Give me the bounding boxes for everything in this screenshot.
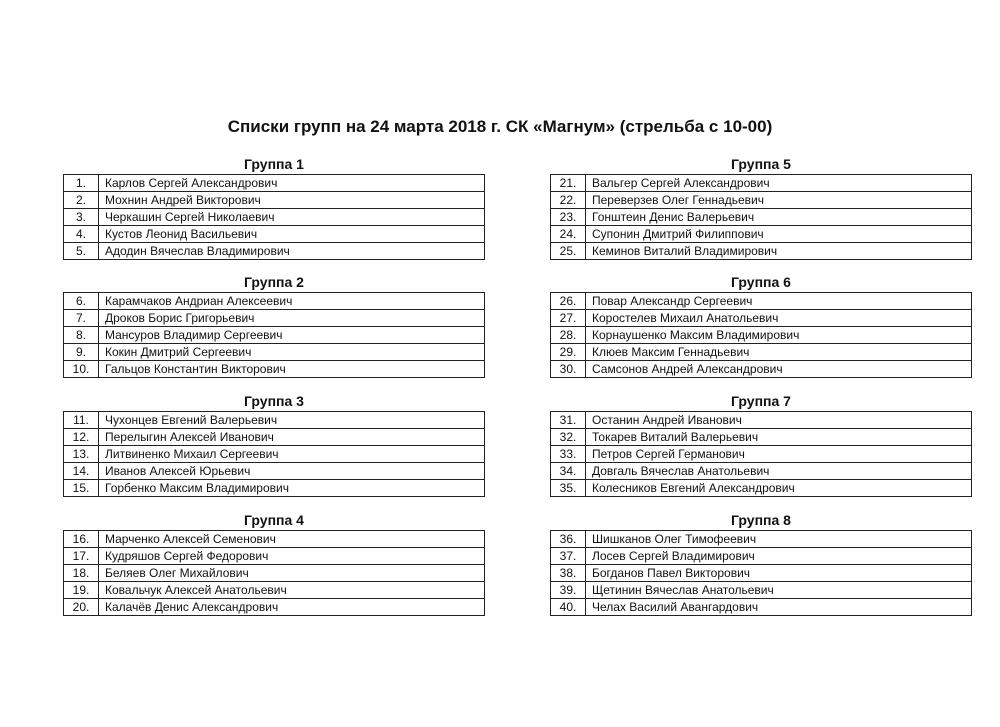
table-row: [551, 565, 972, 582]
row-number: 27.: [551, 310, 586, 327]
row-number: 37.: [551, 548, 586, 565]
row-number: 14.: [64, 463, 99, 480]
table-row: [551, 293, 972, 310]
row-number: 12.: [64, 429, 99, 446]
table-row: [64, 446, 485, 463]
row-number: 13.: [64, 446, 99, 463]
participant-name: Супонин Дмитрий Филиппович: [586, 226, 972, 243]
row-number: 5.: [64, 243, 99, 260]
table-row: [64, 344, 485, 361]
table-row: [551, 209, 972, 226]
table-row: [551, 599, 972, 616]
participant-name: Калачёв Денис Александрович: [99, 599, 485, 616]
group-5: [550, 154, 972, 260]
participant-name: Кокин Дмитрий Сергеевич: [99, 344, 485, 361]
group-title: Группа 6: [731, 274, 791, 290]
group-8: [550, 510, 972, 616]
participant-name: Перелыгин Алексей Иванович: [99, 429, 485, 446]
row-number: 40.: [551, 599, 586, 616]
table-row: [551, 429, 972, 446]
table-row: [64, 293, 485, 310]
table-row: [64, 582, 485, 599]
group-1: [63, 154, 485, 260]
participant-name: Клюев Максим Геннадьевич: [586, 344, 972, 361]
table-row: [64, 531, 485, 548]
page-title: Списки групп на 24 марта 2018 г. СК «Магнум» (стрельба с 10-00): [227, 117, 773, 136]
row-number: 36.: [551, 531, 586, 548]
participant-name: Токарев Виталий Валерьевич: [586, 429, 972, 446]
table-row: [64, 480, 485, 497]
participant-name: Петров Сергей Германович: [586, 446, 972, 463]
group-table: [63, 411, 485, 497]
row-number: 1.: [64, 175, 99, 192]
participant-name: Богданов Павел Викторович: [586, 565, 972, 582]
participant-name: Корнаушенко Максим Владимирович: [586, 327, 972, 344]
row-number: 28.: [551, 327, 586, 344]
group-table: [550, 530, 972, 616]
group-table: [63, 292, 485, 378]
row-number: 25.: [551, 243, 586, 260]
participant-name: Переверзев Олег Геннадьевич: [586, 192, 972, 209]
row-number: 30.: [551, 361, 586, 378]
group-title: Группа 4: [244, 512, 304, 528]
table-row: [551, 175, 972, 192]
group-table: [550, 411, 972, 497]
participant-name: Марченко Алексей Семенович: [99, 531, 485, 548]
table-row: [64, 327, 485, 344]
table-row: [551, 582, 972, 599]
row-number: 10.: [64, 361, 99, 378]
table-row: [551, 412, 972, 429]
participant-name: Иванов Алексей Юрьевич: [99, 463, 485, 480]
table-row: [551, 361, 972, 378]
row-number: 3.: [64, 209, 99, 226]
row-number: 20.: [64, 599, 99, 616]
table-row: [551, 463, 972, 480]
participant-name: Карамчаков Андриан Алексеевич: [99, 293, 485, 310]
participant-name: Кеминов Виталий Владимирович: [586, 243, 972, 260]
row-number: 17.: [64, 548, 99, 565]
row-number: 7.: [64, 310, 99, 327]
row-number: 9.: [64, 344, 99, 361]
table-row: [64, 192, 485, 209]
participant-name: Щетинин Вячеслав Анатольевич: [586, 582, 972, 599]
participant-name: Лосев Сергей Владимирович: [586, 548, 972, 565]
table-row: [64, 209, 485, 226]
participant-name: Беляев Олег Михайлович: [99, 565, 485, 582]
participant-name: Горбенко Максим Владимирович: [99, 480, 485, 497]
row-number: 8.: [64, 327, 99, 344]
row-number: 23.: [551, 209, 586, 226]
table-row: [551, 243, 972, 260]
row-number: 24.: [551, 226, 586, 243]
row-number: 33.: [551, 446, 586, 463]
row-number: 34.: [551, 463, 586, 480]
table-row: [64, 226, 485, 243]
row-number: 6.: [64, 293, 99, 310]
row-number: 18.: [64, 565, 99, 582]
table-row: [64, 412, 485, 429]
table-row: [64, 548, 485, 565]
group-3: [63, 391, 485, 497]
participant-name: Останин Андрей Иванович: [586, 412, 972, 429]
table-row: [64, 175, 485, 192]
participant-name: Челах Василий Авангардович: [586, 599, 972, 616]
table-row: [64, 599, 485, 616]
participant-name: Гальцов Константин Викторович: [99, 361, 485, 378]
table-row: [64, 243, 485, 260]
table-row: [64, 565, 485, 582]
participant-name: Вальгер Сергей Александрович: [586, 175, 972, 192]
participant-name: Кустов Леонид Васильевич: [99, 226, 485, 243]
participant-name: Самсонов Андрей Александрович: [586, 361, 972, 378]
row-number: 29.: [551, 344, 586, 361]
participant-name: Коростелев Михаил Анатольевич: [586, 310, 972, 327]
participant-name: Шишканов Олег Тимофеевич: [586, 531, 972, 548]
row-number: 16.: [64, 531, 99, 548]
participant-name: Мохнин Андрей Викторович: [99, 192, 485, 209]
table-row: [551, 480, 972, 497]
participant-name: Повар Александр Сергеевич: [586, 293, 972, 310]
row-number: 21.: [551, 175, 586, 192]
table-row: [551, 310, 972, 327]
participant-name: Довгаль Вячеслав Анатольевич: [586, 463, 972, 480]
participant-name: Ковальчук Алексей Анатольевич: [99, 582, 485, 599]
group-title: Группа 8: [731, 512, 791, 528]
table-row: [551, 531, 972, 548]
table-row: [551, 446, 972, 463]
group-4: [63, 510, 485, 616]
row-number: 2.: [64, 192, 99, 209]
row-number: 4.: [64, 226, 99, 243]
group-table: [63, 174, 485, 260]
participant-name: Адодин Вячеслав Владимирович: [99, 243, 485, 260]
participant-name: Чухонцев Евгений Валерьевич: [99, 412, 485, 429]
group-table: [550, 174, 972, 260]
row-number: 19.: [64, 582, 99, 599]
row-number: 35.: [551, 480, 586, 497]
group-6: [550, 272, 972, 378]
table-row: [551, 548, 972, 565]
group-title: Группа 7: [731, 393, 791, 409]
group-title: Группа 3: [244, 393, 304, 409]
table-row: [64, 429, 485, 446]
group-title: Группа 2: [244, 274, 304, 290]
row-number: 31.: [551, 412, 586, 429]
group-2: [63, 272, 485, 378]
group-title: Группа 1: [244, 156, 304, 172]
row-number: 26.: [551, 293, 586, 310]
row-number: 39.: [551, 582, 586, 599]
participant-name: Дроков Борис Григорьевич: [99, 310, 485, 327]
group-7: [550, 391, 972, 497]
row-number: 11.: [64, 412, 99, 429]
row-number: 15.: [64, 480, 99, 497]
table-row: [64, 361, 485, 378]
group-title: Группа 5: [731, 156, 791, 172]
participant-name: Кудряшов Сергей Федорович: [99, 548, 485, 565]
table-row: [551, 192, 972, 209]
participant-name: Литвиненко Михаил Сергеевич: [99, 446, 485, 463]
group-table: [63, 530, 485, 616]
group-table: [550, 292, 972, 378]
table-row: [64, 463, 485, 480]
row-number: 38.: [551, 565, 586, 582]
participant-name: Черкашин Сергей Николаевич: [99, 209, 485, 226]
participant-name: Гонштеин Денис Валерьевич: [586, 209, 972, 226]
participant-name: Мансуров Владимир Сергеевич: [99, 327, 485, 344]
row-number: 32.: [551, 429, 586, 446]
table-row: [64, 310, 485, 327]
table-row: [551, 226, 972, 243]
participant-name: Колесников Евгений Александрович: [586, 480, 972, 497]
table-row: [551, 344, 972, 361]
participant-name: Карлов Сергей Александрович: [99, 175, 485, 192]
row-number: 22.: [551, 192, 586, 209]
table-row: [551, 327, 972, 344]
